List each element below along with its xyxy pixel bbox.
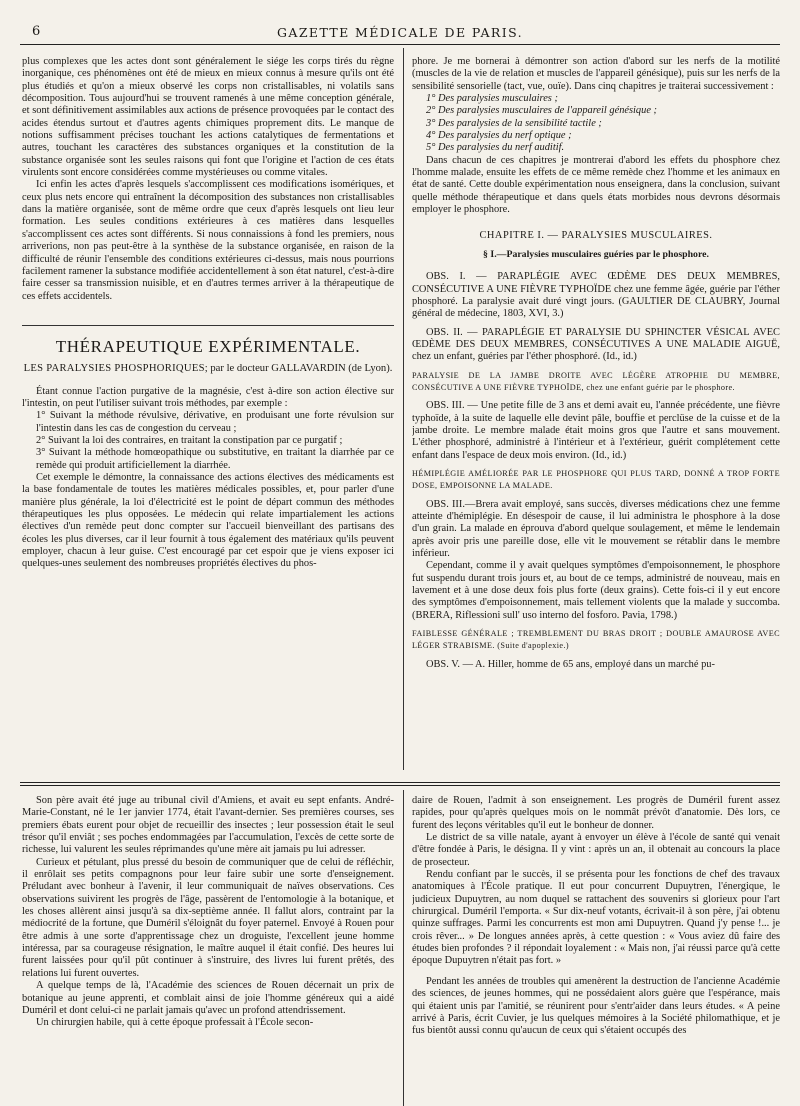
paragraph: Étant connue l'action purgative de la magnésie, c'est à-dire son action élective sur l'intestin, on peut l'utiliser suivant trois méthodes, par exemple :: [22, 385, 394, 409]
case-heading: FAIBLESSE GÉNÉRALE ; TREMBLEMENT DU BRAS DROIT ; DOUBLE AMAUROSE AVEC LÉGER STRABISME. (Suite d'apoplexie.): [412, 629, 780, 651]
observation: OBS. III. — Une petite fille de 3 ans et demi avait eu, l'année précédente, une fièvre typhoïde, à la suite de laquelle elle devint pâle, bouffie et perclüse de la cuisse et de la jambe droite. Le membre malade était moins gros que l'autre et sans mouvement. L'éther phosphoré, administré à l'intérieur et à l'extérieur, guérit complétement cette enfant dans l'espace de deux mois environ. (Id., id.): [412, 400, 780, 461]
list-item: 1° Suivant la méthode révulsive, dérivative, en produisant une forte révulsion sur l'intestin dans les cas de congestion du cerveau ;: [36, 410, 394, 434]
paragraph: Cet exemple le démontre, la connaissance des actions électives des médicaments est la base fondamentale de toutes les matières médicales possibles, et, pour parler d'une manière plus générale, la loi d'électricité est le point de départ commun des méthodes thérapeutiques les plus opposées. Le médecin qui relate impartialement les actions électives d'un remède peut donc compter sur l'accueil bienveillant des partisans des écoles les plus diverses, car il leur fournit à tous également des matériaux qu'ils peuvent employer, chacun à leur guise. C'est encouragé par cet espoir que je viens exposer ici quelques-unes seulement des nombreuses propriétés électives du phos-: [22, 471, 394, 570]
list-item: 2° Suivant la loi des contraires, en traitant la constipation par ce purgatif ;: [36, 434, 343, 446]
observation: OBS. III.—Brera avait employé, sans succès, diverses médications chez une femme atteinte d'hémiplégie. En désespoir de cause, il lui administra le phosphore à la dose d'un grain. La malade en éprouva d'abord quelque soulagement, et même le lendemain après avoir pris une pareille dose, elle vit le mouvement se rétablir dans le membre inférieur.: [412, 498, 780, 560]
paragraph: Rendu confiant par le succès, il se présenta pour les fonctions de chef des travaux anatomiques à l'École pratique. Il eut pour concurrent Dupuytren, l'énergique, le judicieux Dupuytren, au nom duquel se rattachent des souvenirs si glorieux pour l'art chirurgical. Duméril l'emporta. « Sur dix-neuf votants, écrivait-il à son père, j'ai obtenu quinze suffrages. Parmi les concurrents est mon ami Dupuytren. Quand j'y pense !... je crois rêver... » De longues années après, à cette question : « Vous aviez dû faire des études bien profondes ? il répondait loyalement : « Mais non, j'ai réussi parce qu'à cette époque Dupuytren n'était pas fort. »: [412, 869, 780, 967]
list-item: 4° Des paralysies du nerf optique ;: [426, 130, 572, 142]
journal-title: GAZETTE MÉDICALE DE PARIS.: [277, 25, 523, 40]
list-item: 3° Suivant la méthode homœopathique ou substitutive, en traitant la diarrhée par ce remède qui produit artificiellement la diarrhée.: [36, 447, 394, 471]
methods-list: [22, 410, 394, 472]
page-header: [20, 22, 780, 45]
paragraph-gap: [412, 968, 780, 976]
paragraph: Le district de sa ville natale, ayant à envoyer un élève à l'école de santé qui venait d'être fondée à Paris, le désigna. Il y vint : après un an, il obtenait au concours la place de prosecteur.: [412, 832, 780, 868]
chapter-heading: CHAPITRE I. — PARALYSIES MUSCULAIRES.: [479, 230, 713, 242]
article-title-text: LES PARALYSIES PHOSPHORIQUES: [23, 363, 205, 375]
observation: OBS. V. — A. Hiller, homme de 65 ans, employé dans un marché pu-: [426, 658, 715, 670]
section-heading: § I.—Paralysies musculaires guéries par le phosphore.: [483, 248, 709, 260]
paragraph: Ici enfin les actes d'après lesquels s'accomplissent ces modifications isomériques, et ceux plus nets encore qui entraînent la décomposition des substances non cristallisables dans la matière organisée, sont de même ordre que ceux d'après lesquels ont lieu leur formation. Les seules conditions extérieures à ces matières dans lesquelles s'accomplissent ces actes sont différents. Si nous connaissions à fond les premiers, nous arriverions, non pas peut-être à la synthèse de la substance organisée, en raison de la difficulté de réunir l'ensemble des conditions extérieures ci-dessus, mais nous pourrions facilement ramener la substance modifiée accidentellement à son état naturel, c'est-à-dire faire cesser sa transmission nuisible, et en d'autres termes arriver à la thérapeutique de ces effets accidentels.: [22, 179, 394, 302]
paragraph: phore. Je me bornerai à démontrer son action d'abord sur les nerfs de la motilité (muscles de la vie de relation et muscles de l'appareil génésique), puis sur les nerfs de la sensibilité sensorielle (tact, vue, ouïe). Dans cinq chapitres je traiterai successivement :: [412, 56, 780, 92]
list-item: 5° Des paralysies du nerf auditif.: [426, 142, 565, 154]
column-divider: [403, 48, 404, 770]
column-1: [22, 56, 394, 770]
paragraph: Dans chacun de ces chapitres je montrerai d'abord les effets du phosphore chez l'homme malade, ensuite les effets de ce même remède chez l'homme et les animaux en état de santé. Cette double expérimentation nous enseignera, dans la conclusion, suivant quelle méthode thérapeutique et dans quels états morbides nous devrons désormais employer le phosphore.: [412, 154, 780, 216]
article-author: ; par le docteur GALLAVARDIN (de Lyon).: [204, 363, 393, 375]
feuilleton-column-2: [412, 795, 780, 1106]
paragraph: Son père avait été juge au tribunal civil d'Amiens, et avait eu sept enfants. André-Marie-Constant, né le 1er janvier 1774, était l'avant-dernier. Ses premières courses, ses premiers ébats eurent pour objet de recueillir des insectes ; leur possession était le seul trésor qu'il enviât ; ses poches endommagées par l'accumulation, l'excès de cette sorte de richesse, lui valurent les seules réprimandes qu'une mère ait jamais pu lui adresser.: [22, 795, 394, 856]
observation: OBS. II. — PARAPLÉGIE ET PARALYSIE DU SPHINCTER VÉSICAL AVEC ŒDÈME DES DEUX MEMBRES, CONSÉCUTIVES A UNE MALADIE AIGUË, chez un enfant, guéries par l'éther phosphoré. (Id., id.): [412, 326, 780, 363]
paragraph: Pendant les années de troubles qui amenèrent la destruction de l'ancienne Académie des sciences, de jeunes hommes, qui ne possédaient alors guère que l'espérance, mais qui étaient unis par l'amitié, se réunirent pour s'entr'aider dans leurs études. « A peine arrivé à Paris, écrit Cuvier, je lus quelques mémoires à la Société philomathique, et je fus bientôt aussi connu qu'aucun de ceux qui s'étaient occupés des: [412, 975, 780, 1037]
article-title: [22, 363, 394, 375]
paragraph: daire de Rouen, l'admit à son enseignement. Les progrès de Duméril furent assez rapides, pour qu'après quelques mois on le nommât prévôt d'anatomie. Dès lors, ce furent des leçons véritables qu'il eut le bonheur de donner.: [412, 795, 780, 831]
paragraph: A quelque temps de là, l'Académie des sciences de Rouen décernait un prix de botanique au jeune apprenti, et comblait ainsi de joie l'homme généreux qui a aidé Duméril et dont celui-ci ne parlait jamais qu'avec un profond attendrissement.: [22, 980, 394, 1016]
feuilleton-column-1: [22, 795, 394, 1106]
section-divider: [22, 325, 394, 327]
list-item: 3° Des paralysies de la sensibilité tactile ;: [426, 117, 602, 129]
observation: OBS. I. — PARAPLÉGIE AVEC ŒDÈME DES DEUX MEMBRES, CONSÉCUTIVE A UNE FIÈVRE TYPHOÏDE chez une femme âgée, guérie par l'éther phosphoré. La paralysie avait duré vingt jours. (GAULTIER DE CLAUBRY, Journal général de médecine, 1803, XVI, 3.): [412, 271, 780, 320]
paragraph: Curieux et pétulant, plus pressé du besoin de communiquer que de celui de réfléchir, il enrôlait ses petits compagnons pour leur faire subir une sorte d'enseignement. Préludant avec bonheur à l'avenir, il leur communiquait de naïves observations. Ces observations suivirent les progrès de l'âge, passèrent de l'entomologie à la botanique, et les choses allèrent ainsi jusqu'à sa dix-septième année. Il fallut alors, contraint par la médiocrité de la fortune, que Duméril s'éloignât du foyer paternel. Envoyé à Rouen pour être admis à une sorte d'apprentissage chez un droguiste, l'excellent jeune homme intéressa, par sa courageuse résignation, le maître auquel il était confié. Des heures lui furent laissées pour qu'il pût continuer à s'instruire, des livres lui furent prêtés, des relations lui furent ouvertes.: [22, 856, 394, 979]
paragraph: Cependant, comme il y avait quelques symptômes d'empoisonnement, le phosphore fut suspendu durant trois jours et, au bout de ce temps, administré de nouveau, mais en lavement et à une dose deux fois plus forte (deux grains). Cette fois-ci il y eut encore des symptômes d'empoisonnement, mais tellement violents que la malade y succomba. (BRERA, Riflessioni sull' uso interno del fosforo. Pavia, 1798.): [412, 560, 780, 621]
case-heading: HÉMIPLÉGIE AMÉLIORÉE PAR LE PHOSPHORE QUI PLUS TARD, DONNÉ A TROP FORTE DOSE, EMPOISONNE LA MALADE.: [412, 468, 780, 491]
page-number: 6: [32, 24, 41, 39]
paragraph: Un chirurgien habile, qui à cette époque professait à l'École secon-: [36, 1017, 314, 1029]
case-heading: PARALYSIE DE LA JAMBE DROITE AVEC LÉGÈRE ATROPHIE DU MEMBRE, CONSÉCUTIVE A UNE FIÈVRE TYPHOÏDE, chez une enfant guérie par le phosphore.: [412, 370, 780, 392]
paragraph: plus complexes que les actes dont sont généralement le siége les corps tirés du règne inorganique, ces phénomènes ont été de mieux en mieux connus à mesure qu'ils ont été plus étudiés et qu'on a mieux observé les corps non cristallisables, ni volatils sans décomposition. Tous aujourd'hui se trouvent ramenés à une même conception générale, et sont définitivement assimilables aux actions de présence provoquées par le contact des acides étendus surtout et d'autres agents chimiques proprement dits. Le manque de notions suffisamment précises touchant les actions catalytiques de fermentations et autres, touchant les caractères des substances organiques et la constitution de la substance organisée sont les seules raisons qui font que l'origine et l'action de ces états virulents sont encore considérées comme mystérieuses ou comme vitales.: [22, 56, 394, 179]
list-item: 1° Des paralysies musculaires ;: [426, 93, 558, 105]
column-2: [412, 56, 780, 770]
feuilleton-divider: [20, 782, 780, 786]
column-divider: [403, 790, 404, 1106]
chapters-list: [412, 93, 780, 155]
list-item: 2° Des paralysies musculaires de l'appareil génésique ;: [426, 105, 657, 117]
section-title: THÉRAPEUTIQUE EXPÉRIMENTALE.: [55, 336, 361, 356]
